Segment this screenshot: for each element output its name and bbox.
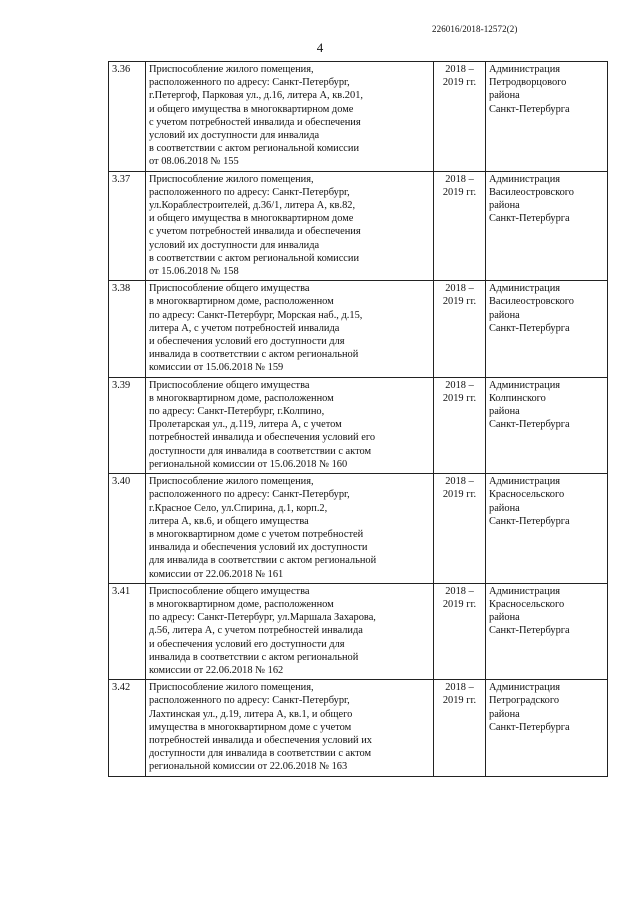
measure-description-line: и обеспечения условий его доступности для — [149, 336, 345, 348]
responsible-executor-line: Администрация — [489, 682, 561, 694]
responsible-executor-line: района — [489, 200, 520, 212]
measure-description-line: д.56, литера А, с учетом потребностей инвалида — [149, 625, 363, 637]
measure-description — [146, 281, 434, 377]
responsible-executor — [486, 377, 608, 473]
page-number: 4 — [316, 40, 324, 55]
measure-description-line: условий их доступности для инвалида — [149, 239, 320, 251]
item-number: 3.37 — [109, 171, 146, 281]
measure-description-line: по адресу: Санкт-Петербург, Морская наб., д.15, — [149, 309, 363, 321]
measure-description-line: по адресу: Санкт-Петербург, г.Колпино, — [149, 406, 325, 418]
measure-description-line: Приспособление общего имущества — [149, 379, 310, 391]
measure-description-line: и обеспечения условий его доступности для — [149, 638, 345, 650]
measure-description-line: расположенного по адресу: Санкт-Петербург, — [149, 695, 350, 707]
measure-description-line: инвалида и обеспечения условий их доступности — [149, 542, 368, 554]
responsible-executor — [486, 680, 608, 776]
measure-description-line: Приспособление общего имущества — [149, 283, 310, 295]
table-row — [109, 281, 608, 377]
responsible-executor-line: района — [489, 309, 520, 321]
implementation-period-line: 2019 гг. — [442, 186, 477, 198]
item-number: 3.39 — [109, 377, 146, 473]
implementation-period-line: 2018 – — [445, 283, 474, 295]
responsible-executor-line: Петроградского — [489, 695, 560, 707]
measure-description — [146, 62, 434, 172]
item-number: 3.36 — [109, 62, 146, 172]
measure-description-line: и общего имущества в многоквартирном доме — [149, 213, 354, 225]
item-number: 3.41 — [109, 583, 146, 679]
measure-description-line: по адресу: Санкт-Петербург, ул.Маршала Захарова, — [149, 612, 376, 624]
responsible-executor-line: Санкт-Петербурга — [489, 419, 570, 431]
responsible-executor-line: Администрация — [489, 585, 561, 597]
item-number: 3.42 — [109, 680, 146, 776]
responsible-executor — [486, 281, 608, 377]
measure-description-line: условий их доступности для инвалида — [149, 130, 320, 142]
measure-description-line: ул.Кораблестроителей, д.36/1, литера А, кв.82, — [149, 200, 356, 212]
measure-description-line: с учетом потребностей инвалида и обеспечения — [149, 226, 361, 238]
table-row — [109, 583, 608, 679]
implementation-period-line: 2018 – — [445, 64, 474, 75]
implementation-period — [434, 281, 486, 377]
measure-description-line: в соответствии с актом региональной комиссии — [149, 252, 360, 264]
measure-description-line: Пролетарская ул., д.119, литера А, с учетом — [149, 419, 342, 431]
measure-description-line: расположенного по адресу: Санкт-Петербург, — [149, 77, 350, 89]
responsible-executor-line: Санкт-Петербурга — [489, 322, 570, 334]
implementation-period-line: 2018 – — [445, 379, 474, 391]
measure-description — [146, 377, 434, 473]
responsible-executor-line: Красносельского — [489, 598, 565, 610]
table-row — [109, 680, 608, 776]
implementation-period-line: 2018 – — [445, 682, 474, 694]
measure-description-line: Приспособление жилого помещения, — [149, 173, 314, 185]
measure-description — [146, 583, 434, 679]
responsible-executor-line: Петродворцового — [489, 77, 567, 89]
responsible-executor-line: района — [489, 90, 520, 102]
measure-description-line: доступности для инвалида в соответствии с актом — [149, 445, 372, 457]
measures-table — [108, 61, 608, 777]
implementation-period-line: 2019 гг. — [442, 77, 477, 89]
table-row — [109, 377, 608, 473]
measure-description-line: в многоквартирном доме, расположенном — [149, 598, 334, 610]
document-number: 226016/2018-12572(2) — [432, 24, 518, 34]
responsible-executor — [486, 171, 608, 281]
measure-description-line: в многоквартирном доме, расположенном — [149, 392, 334, 404]
table-row — [109, 171, 608, 281]
measure-description-line: в многоквартирном доме, расположенном — [149, 296, 334, 308]
measure-description-line: инвалида в соответствии с актом региональной — [149, 349, 359, 361]
responsible-executor-line: Колпинского — [489, 392, 546, 404]
responsible-executor-line: Администрация — [489, 283, 561, 295]
measure-description-line: Приспособление жилого помещения, — [149, 64, 314, 75]
measure-description-line: расположенного по адресу: Санкт-Петербург, — [149, 186, 350, 198]
implementation-period-line: 2018 – — [445, 585, 474, 597]
responsible-executor-line: Администрация — [489, 476, 561, 488]
implementation-period-line: 2019 гг. — [442, 598, 477, 610]
responsible-executor-line: Администрация — [489, 379, 561, 391]
responsible-executor-line: Санкт-Петербурга — [489, 103, 570, 115]
measure-description-line: Лахтинская ул., д.19, литера А, кв.1, и общего — [149, 708, 353, 720]
responsible-executor-line: Администрация — [489, 173, 561, 185]
responsible-executor — [486, 62, 608, 172]
implementation-period-line: 2019 гг. — [442, 296, 477, 308]
measure-description-line: г.Красное Село, ул.Спирина, д.1, корп.2, — [149, 502, 328, 514]
responsible-executor-line: Санкт-Петербурга — [489, 515, 570, 527]
measure-description-line: потребностей инвалида и обеспечения условий его — [149, 432, 376, 444]
measure-description-line: потребностей инвалида и обеспечения условий их — [149, 734, 372, 746]
measure-description — [146, 680, 434, 776]
implementation-period-line: 2019 гг. — [442, 489, 477, 501]
measure-description-line: г.Петергоф, Парковая ул., д.16, литера А, кв.201, — [149, 90, 363, 102]
measure-description-line: доступности для инвалида в соответствии с актом — [149, 748, 372, 760]
measure-description-line: и общего имущества в многоквартирном доме — [149, 103, 354, 115]
measure-description-line: литера А, кв.6, и общего имущества — [149, 515, 309, 527]
responsible-executor-line: района — [489, 502, 520, 514]
measure-description — [146, 474, 434, 584]
measure-description-line: в соответствии с актом региональной комиссии — [149, 143, 360, 155]
measure-description-line: комиссии от 15.06.2018 № 159 — [149, 362, 284, 374]
measure-description-line: комиссии от 22.06.2018 № 162 — [149, 664, 284, 676]
measure-description-line: региональной комиссии от 22.06.2018 № 163 — [149, 761, 348, 773]
responsible-executor-line: района — [489, 406, 520, 418]
table-row — [109, 62, 608, 172]
responsible-executor-line: Санкт-Петербурга — [489, 625, 570, 637]
measure-description-line: расположенного по адресу: Санкт-Петербург, — [149, 489, 350, 501]
measure-description-line: имущества в многоквартирном доме с учетом — [149, 721, 352, 733]
implementation-period-line: 2019 гг. — [442, 392, 477, 404]
implementation-period-line: 2018 – — [445, 476, 474, 488]
responsible-executor — [486, 583, 608, 679]
implementation-period — [434, 583, 486, 679]
measure-description-line: для инвалида в соответствии с актом региональной — [149, 555, 377, 567]
measure-description — [146, 171, 434, 281]
responsible-executor-line: района — [489, 708, 520, 720]
measure-description-line: Приспособление жилого помещения, — [149, 476, 314, 488]
implementation-period — [434, 62, 486, 172]
measure-description-line: Приспособление жилого помещения, — [149, 682, 314, 694]
responsible-executor-line: Красносельского — [489, 489, 565, 501]
responsible-executor — [486, 474, 608, 584]
measure-description-line: от 08.06.2018 № 155 — [149, 156, 239, 168]
responsible-executor-line: Администрация — [489, 64, 561, 75]
implementation-period — [434, 171, 486, 281]
implementation-period — [434, 680, 486, 776]
measure-description-line: Приспособление общего имущества — [149, 585, 310, 597]
measure-description-line: региональной комиссии от 15.06.2018 № 160 — [149, 458, 348, 470]
measure-description-line: от 15.06.2018 № 158 — [149, 266, 239, 278]
measure-description-line: инвалида в соответствии с актом региональной — [149, 651, 359, 663]
measure-description-line: в многоквартирном доме с учетом потребностей — [149, 528, 364, 540]
responsible-executor-line: Василеостровского — [489, 186, 575, 198]
measure-description-line: литера А, с учетом потребностей инвалида — [149, 322, 340, 334]
implementation-period — [434, 474, 486, 584]
measure-description-line: комиссии от 22.06.2018 № 161 — [149, 568, 284, 580]
item-number: 3.38 — [109, 281, 146, 377]
table-row — [109, 474, 608, 584]
implementation-period-line: 2018 – — [445, 173, 474, 185]
measure-description-line: с учетом потребностей инвалида и обеспечения — [149, 116, 361, 128]
responsible-executor-line: Санкт-Петербурга — [489, 213, 570, 225]
item-number: 3.40 — [109, 474, 146, 584]
responsible-executor-line: Василеостровского — [489, 296, 575, 308]
responsible-executor-line: района — [489, 612, 520, 624]
implementation-period-line: 2019 гг. — [442, 695, 477, 707]
implementation-period — [434, 377, 486, 473]
responsible-executor-line: Санкт-Петербурга — [489, 721, 570, 733]
